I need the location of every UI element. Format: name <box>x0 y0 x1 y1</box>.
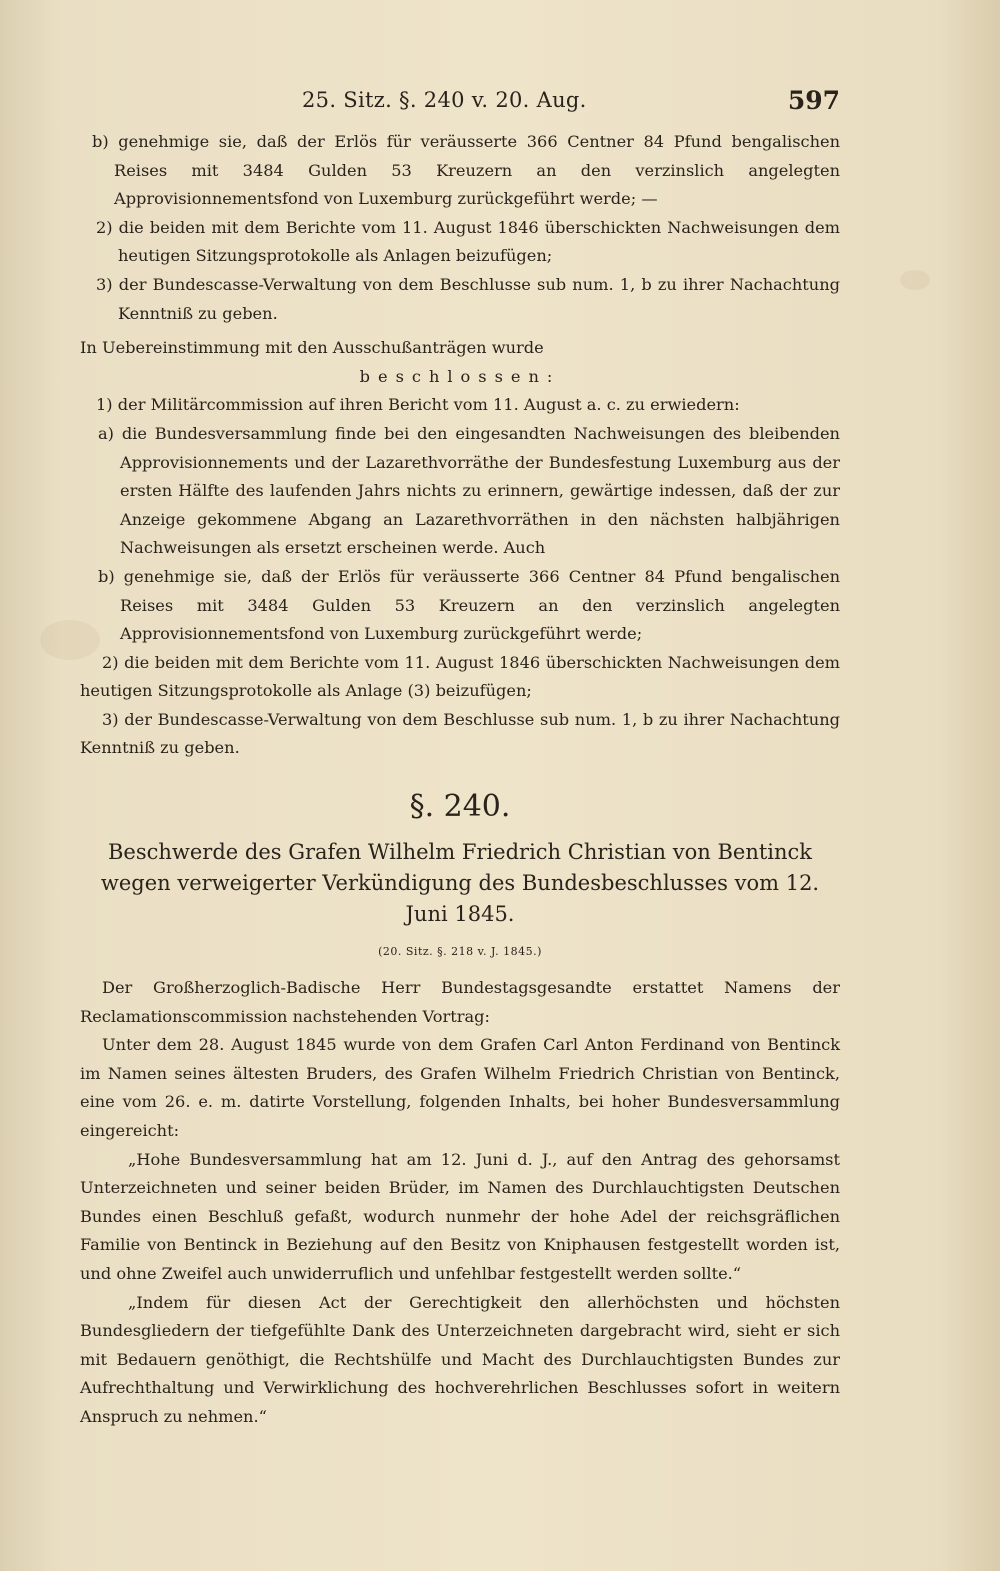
page-number: 597 <box>787 86 840 115</box>
resolution-item-1a: a) die Bundesversammlung finde bei den eingesandten Nachweisungen des bleibenden Approvisionnements und der Lazarethvorräthe der Bundesfestung Luxemburg aus der ersten Hälfte des laufenden Jahrs nichts zu erinnern, gewärtige indessen, daß der zur Anzeige gekommene Abgang an Lazarethvorräthen in den nächsten halbjährigen Nachweisungen als ersetzt erscheinen werde. Auch <box>98 423 840 558</box>
section-title: Beschwerde des Grafen Wilhelm Friedrich Christian von Bentinck wegen verweigerter Verkündigung des Bundesbeschlusses vom 12. Juni 1845. <box>100 840 820 927</box>
resolution-item-1: 1) der Militärcommission auf ihren Bericht vom 11. August a. c. zu erwiedern: <box>96 395 740 415</box>
resolution-word: beschlossen: <box>359 366 561 386</box>
list-item: 3) der Bundescasse-Verwaltung von dem Beschlusse sub num. 1, b zu ihrer Nachachtung Kenntniß zu geben. <box>96 274 840 323</box>
list-item: b) genehmige sie, daß der Erlös für veräusserte 366 Centner 84 Pfund bengalischen Reises mit 3484 Gulden 53 Kreuzern an den verzinslich angelegten Approvisionnementsfond von Luxemburg zurückgeführt werde; — <box>92 132 840 209</box>
body-paragraph: Unter dem 28. August 1845 wurde von dem Grafen Carl Anton Ferdinand von Bentinck im Namen seines ältesten Bruders, des Grafen Wilhelm Friedrich Christian von Bentinck, eine vom 26. e. m. datirte Vorstellung, folgenden Inhalts, bei hoher Bundesversammlung eingereicht: <box>80 1035 840 1141</box>
resolution-item-1b: b) genehmige sie, daß der Erlös für veräusserte 366 Centner 84 Pfund bengalischen Reises mit 3484 Gulden 53 Kreuzern an den verzinslich angelegten Approvisionnementsfond von Luxemburg zurückgeführt werde; <box>98 566 840 644</box>
list-item: 2) die beiden mit dem Berichte vom 11. August 1846 überschickten Nachweisungen dem heutigen Sitzungsprotokolle als Anlagen beizufügen; <box>96 217 840 266</box>
resolution-item-3: 3) der Bundescasse-Verwaltung von dem Beschlusse sub num. 1, b zu ihrer Nachachtung Kenntniß zu geben. <box>80 709 840 758</box>
paper-stain <box>900 270 930 290</box>
quoted-paragraph: „Indem für diesen Act der Gerechtigkeit den allerhöchsten und höchsten Bundesgliedern der tiefgefühlte Dank des Unterzeichneten dargebracht wird, sieht er sich mit Bedauern genöthigt, die Rechtshülfe und Macht des Durchlauchtigsten Bundes zur Aufrechthaltung und Verwirklichung des hochverehrlichen Beschlusses sofort in weitern Anspruch zu nehmen.“ <box>80 1292 840 1426</box>
resolution-intro: In Uebereinstimmung mit den Ausschußanträgen wurde <box>80 338 544 358</box>
page-text <box>80 128 840 1432</box>
resolution-item-2: 2) die beiden mit dem Berichte vom 11. August 1846 überschickten Nachweisungen dem heutigen Sitzungsprotokolle als Anlage (3) beizufügen; <box>80 652 840 701</box>
running-head: 25. Sitz. §. 240 v. 20. Aug. <box>302 88 587 112</box>
page-header <box>0 82 1000 122</box>
quoted-paragraph: „Hohe Bundesversammlung hat am 12. Juni d. J., auf den Antrag des gehorsamst Unterzeichneten und seiner beiden Brüder, im Namen des Durchlauchtigsten Deutschen Bundes einen Beschluß gefaßt, wodurch nunmehr der hohe Adel der reichsgräflichen Familie von Bentinck in Beziehung auf den Besitz von Kniphausen festgestellt worden ist, und ohne Zweifel auch unwiderruflich und unfehlbar festgestellt werden sollte.“ <box>80 1149 840 1283</box>
section-reference: (20. Sitz. §. 218 v. J. 1845.) <box>378 945 542 959</box>
section-number: §. 240. <box>409 789 511 825</box>
body-paragraph: Der Großherzoglich-Badische Herr Bundestagsgesandte erstattet Namens der Reclamationscommission nachstehenden Vortrag: <box>80 978 840 1026</box>
